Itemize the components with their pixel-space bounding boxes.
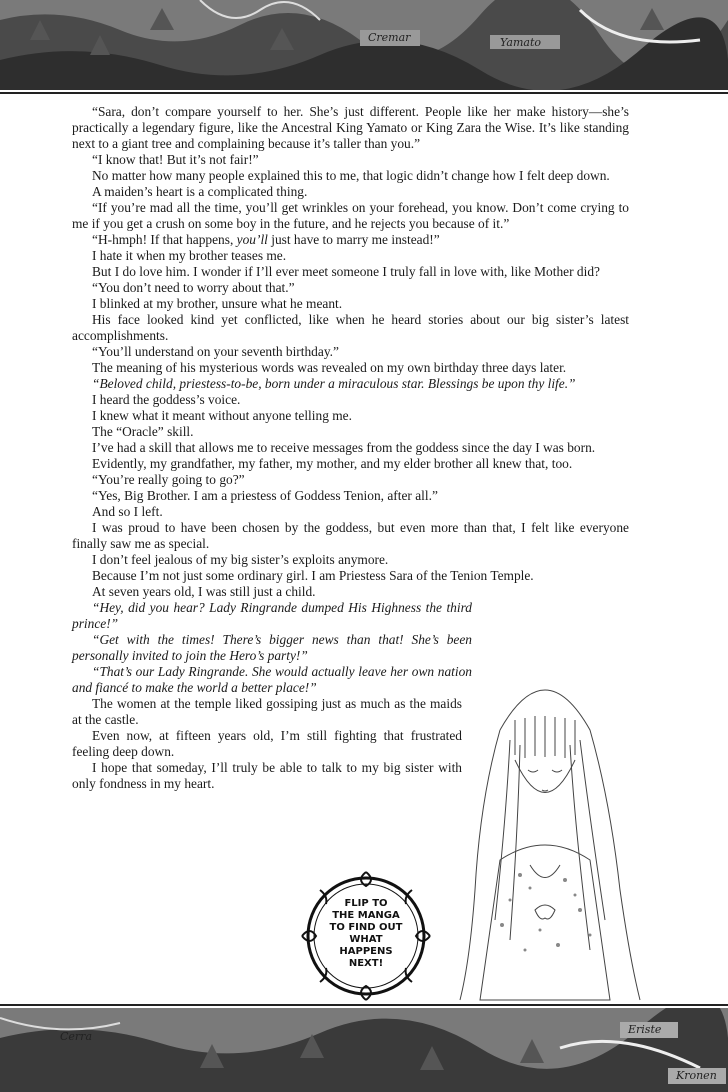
paragraph: I was proud to have been chosen by the goddess, but even more than that, I felt like everyone finally saw me as special.	[72, 520, 629, 551]
paragraph: The “Oracle” skill.	[92, 424, 194, 439]
paragraph: “If you’re mad all the time, you’ll get wrinkles on your forehead, you know. Don’t come crying to me if you get a crush on some boy in the future, and he rejects you because of it.”	[72, 200, 629, 231]
girl-illustration	[440, 660, 650, 1005]
emphasis: you’ll	[236, 232, 268, 247]
paragraph: And so I left.	[92, 504, 163, 519]
paragraph: “You’ll understand on your seventh birthday.”	[92, 344, 339, 359]
badge-line: FLIP TO	[344, 898, 388, 909]
paragraph: I’ve had a skill that allows me to receive messages from the goddess since the day I was born.	[92, 440, 596, 455]
paragraph: “That’s our Lady Ringrande. She would actually leave her own nation and fiancé to make the world a better place!”	[72, 664, 472, 695]
paragraph-part: “H-hmph! If that happens,	[92, 232, 237, 247]
paragraph: “I know that! But it’s not fair!”	[92, 152, 259, 167]
paragraph: Even now, at fifteen years old, I’m still fighting that frustrated feeling deep down.	[72, 728, 462, 759]
paragraph: I hope that someday, I’ll truly be able to talk to my big sister with only fondness in my heart.	[72, 760, 462, 791]
paragraph: The meaning of his mysterious words was revealed on my own birthday three days later.	[92, 360, 567, 375]
flip-to-manga-badge	[298, 868, 434, 1004]
paragraph: “Hey, did you hear? Lady Ringrande dumped His Highness the third prince!”	[72, 600, 472, 631]
badge-line: NEXT!	[348, 958, 384, 969]
map-label: Kronen	[676, 1069, 717, 1082]
paragraph: “Yes, Big Brother. I am a priestess of Goddess Tenion, after all.”	[92, 488, 438, 503]
paragraph: “Beloved child, priestess-to-be, born under a miraculous star. Blessings be upon thy life.”	[92, 376, 576, 391]
paragraph: I knew what it meant without anyone telling me.	[92, 408, 352, 423]
badge-line: HAPPENS	[339, 946, 393, 957]
badge-line: TO FIND OUT	[329, 922, 403, 933]
paragraph: A maiden’s heart is a complicated thing.	[92, 184, 308, 199]
paragraph: “You don’t need to worry about that.”	[92, 280, 295, 295]
paragraph: At seven years old, I was still just a child.	[92, 584, 316, 599]
paragraph: I don’t feel jealous of my big sister’s exploits anymore.	[92, 552, 389, 567]
paragraph: His face looked kind yet conflicted, like when he heard stories about our big sister’s latest accomplishments.	[72, 312, 629, 343]
map-label: Cerra	[60, 1030, 93, 1043]
bottom-rule	[0, 1004, 728, 1006]
map-label: Yamato	[500, 36, 541, 49]
paragraph	[72, 232, 629, 248]
paragraph-part: just have to marry me instead!”	[267, 232, 440, 247]
map-label: Eriste	[628, 1023, 662, 1036]
map-label: Cremar	[368, 31, 411, 44]
paragraph: No matter how many people explained this to me, that logic didn’t change how I felt deep down.	[92, 168, 610, 183]
paragraph: I hate it when my brother teases me.	[92, 248, 287, 263]
top-rule	[0, 92, 728, 94]
bottom-map-banner	[0, 1008, 728, 1092]
paragraph: “Get with the times! There’s bigger news than that! She’s been personally invited to join the Hero’s party!”	[72, 632, 472, 663]
paragraph: “Sara, don’t compare yourself to her. She’s just different. People like her make history—she’s practically a legendary figure, like the Ancestral King Yamato or King Zara the Wise. It’s like standing next to a giant tree and complaining because it’s taller than you.”	[72, 104, 629, 151]
paragraph: I blinked at my brother, unsure what he meant.	[92, 296, 343, 311]
badge-line: WHAT	[349, 934, 383, 945]
badge-text	[298, 898, 434, 970]
top-map-banner	[0, 0, 728, 90]
paragraph: I heard the goddess’s voice.	[92, 392, 241, 407]
paragraph: But I do love him. I wonder if I’ll ever meet someone I truly fall in love with, like Mother did?	[92, 264, 600, 279]
paragraph: Evidently, my grandfather, my father, my mother, and my elder brother all knew that, too.	[92, 456, 573, 471]
badge-line: THE MANGA	[332, 910, 400, 921]
paragraph: Because I’m not just some ordinary girl. I am Priestess Sara of the Tenion Temple.	[92, 568, 534, 583]
paragraph: The women at the temple liked gossiping just as much as the maids at the castle.	[72, 696, 462, 727]
paragraph: “You’re really going to go?”	[92, 472, 245, 487]
